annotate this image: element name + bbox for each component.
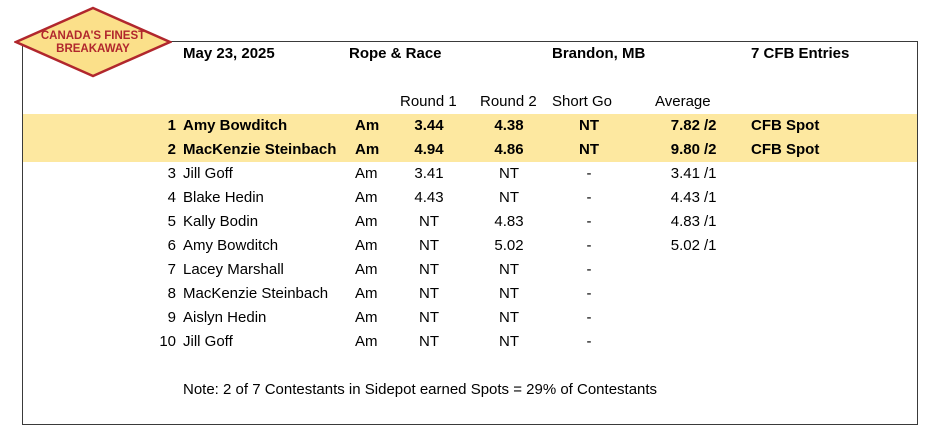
place-cell: 1 [167,117,176,134]
avg-count-cell: /2 [704,141,717,158]
spot-cell: CFB Spot [751,117,820,134]
class-cell: Am [355,213,378,230]
round1-cell: 4.94 [414,141,444,158]
class-cell: Am [355,165,378,182]
class-cell: Am [355,117,380,134]
name-cell: Jill Goff [183,333,233,350]
canadas-finest-breakaway-logo [14,6,172,78]
event-name: Rope & Race [349,45,442,62]
place-cell: 7 [167,261,176,278]
short-go-cell: - [586,165,592,182]
class-cell: Am [355,141,380,158]
class-cell: Am [355,261,378,278]
logo-line-1: CANADA'S FINEST [40,30,146,42]
name-cell: Blake Hedin [183,189,264,206]
short-go-cell: - [586,213,592,230]
entries-count: 7 CFB Entries [751,45,850,62]
round1-cell: NT [419,309,439,326]
average-cell: 4.43 [670,189,700,206]
round2-cell: 5.02 [494,237,524,254]
average-cell: 9.80 [670,141,700,158]
round1-cell: NT [419,213,439,230]
name-cell: Amy Bowditch [183,117,288,134]
short-go-cell: NT [579,141,599,158]
round2-cell: 4.86 [494,141,524,158]
event-date: May 23, 2025 [183,45,275,62]
avg-count-cell: /1 [704,189,717,206]
column-header-average: Average [655,93,711,110]
column-header-short-go: Short Go [552,93,613,110]
round1-cell: NT [419,285,439,302]
class-cell: Am [355,309,378,326]
short-go-cell: - [586,237,592,254]
round2-cell: 4.83 [494,213,524,230]
short-go-cell: - [586,261,592,278]
place-cell: 3 [167,165,176,182]
avg-count-cell: /1 [704,237,717,254]
column-header-round2: Round 2 [480,93,537,110]
avg-count-cell: /1 [704,165,717,182]
round2-cell: NT [499,261,519,278]
round2-cell: NT [499,333,519,350]
round1-cell: NT [419,237,439,254]
spot-cell: CFB Spot [751,141,820,158]
average-cell: 4.83 [670,213,700,230]
event-location: Brandon, MB [552,45,646,62]
place-cell: 9 [167,309,176,326]
short-go-cell: - [586,333,592,350]
results-frame [22,41,918,425]
round2-cell: NT [499,165,519,182]
average-cell: 3.41 [670,165,700,182]
short-go-cell: NT [579,117,599,134]
round2-cell: NT [499,189,519,206]
name-cell: Amy Bowditch [183,237,279,254]
short-go-cell: - [586,189,592,206]
avg-count-cell: /1 [704,213,717,230]
round2-cell: 4.38 [494,117,524,134]
short-go-cell: - [586,309,592,326]
class-cell: Am [355,333,378,350]
round2-cell: NT [499,285,519,302]
round1-cell: 3.41 [414,165,444,182]
round1-cell: NT [419,333,439,350]
name-cell: Kally Bodin [183,213,259,230]
place-cell: 2 [167,141,176,158]
place-cell: 10 [159,333,176,350]
short-go-cell: - [586,285,592,302]
name-cell: MacKenzie Steinbach [183,285,329,302]
round1-cell: 4.43 [414,189,444,206]
round1-cell: NT [419,261,439,278]
name-cell: Aislyn Hedin [183,309,267,326]
place-cell: 6 [167,237,176,254]
average-cell: 7.82 [670,117,700,134]
class-cell: Am [355,237,378,254]
name-cell: MacKenzie Steinbach [183,141,337,158]
class-cell: Am [355,285,378,302]
average-cell: 5.02 [670,237,700,254]
place-cell: 4 [167,189,176,206]
place-cell: 8 [167,285,176,302]
note-text: Note: 2 of 7 Contestants in Sidepot earned Spots = 29% of Contestants [183,381,658,398]
name-cell: Lacey Marshall [183,261,284,278]
place-cell: 5 [167,213,176,230]
round1-cell: 3.44 [414,117,444,134]
round2-cell: NT [499,309,519,326]
name-cell: Jill Goff [183,165,233,182]
class-cell: Am [355,189,378,206]
avg-count-cell: /2 [704,117,717,134]
column-header-round1: Round 1 [400,93,457,110]
logo-line-2: BREAKAWAY [56,43,130,55]
